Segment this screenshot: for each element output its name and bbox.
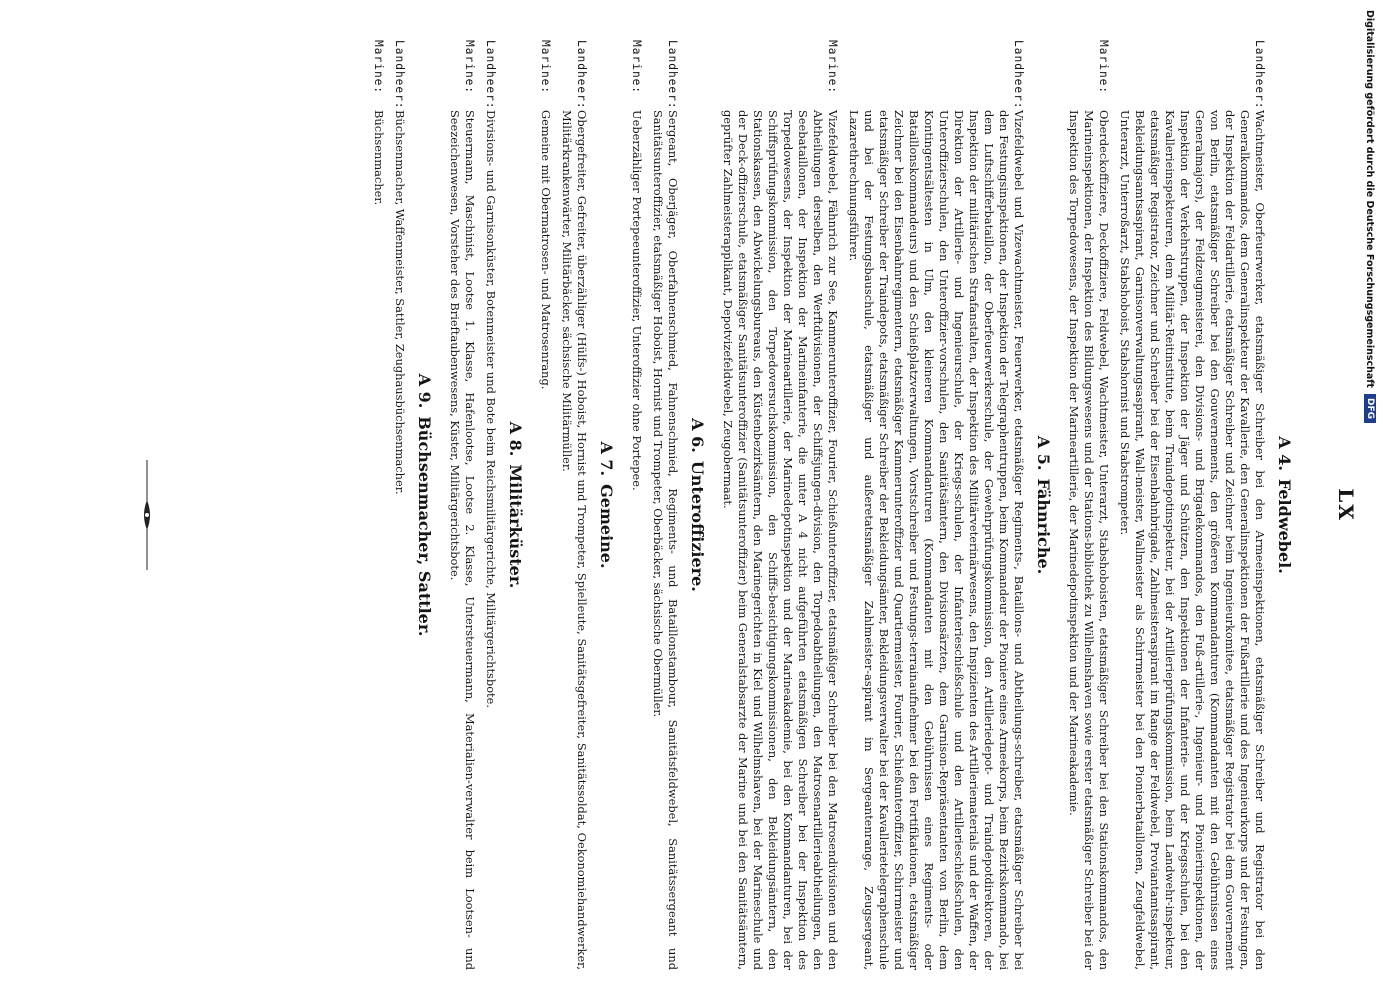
entry-text: Büchsenmacher. [372,110,386,206]
section-title [504,40,526,970]
section-code: A 8. [506,421,525,457]
entry-label: Marine: [372,40,385,95]
section-name: Büchsenmacher, Sattler. [415,416,434,637]
entry-text: Steuermann, Maschinist, Lootse 1. Klasse, Hafenlootse, Lootse 2. Klasse, Untersteuermann, Materialien-verwalter beim Lootsen- und Seezeichenwesen, Vorsteher des Brieftaubenwesens, Küster, Militärgerichtsbote. [448,110,477,970]
entry-label: Landheer: [1253,40,1266,110]
section-title [413,40,435,970]
section-name: Feldwebel. [1275,478,1294,574]
entry-row [846,40,1026,970]
entry-row [447,40,477,970]
entry-row [371,40,386,970]
entry-label: Marine: [539,40,552,95]
sections-container [371,40,1295,970]
section-title [595,40,617,970]
entry-label: Landheer: [484,40,497,110]
entry-label: Landheer: [393,40,406,110]
entry-text: Vizefeldwebel und Vizewachtmeister, Feuerwerker, etatsmäßiger Regiments-, Bataillons- und Abtheilungs-schreiber, etatsmäßiger Schreiber bei den Festungsinspektionen, der Inspektion der Telegraphentruppen, beim Kommandeur der Pioniere eines Armeekorps, beim Bezirkskommando, bei dem Luftschifferbataillon, der Oberfeuerwerkerschule, der Gewehrprüfungskommission, den Artilleriedepot- und Traindepotdirektoren, der Inspektion der militärischen Strafanstalten, der Inspektion des Militärveterinärwesens, den Inspizienten des Artilleriematerials und der Waffen, der Direktion der Artillerie- und Ingenieurschule, der Kriegs-schulen, der Infanterieschießschule und den Artillerieschießschulen, den Unteroffizierschulen, den Unteroffizier-vorschulen, den Sanitätsämtern, den Divisionsärzten, dem Garnison-Repräsentanten von Berlin, dem Kontingentsältesten in Ulm, den kleineren Kommandanturen (Kommandanten mit den Gebührnissen eines Regiments- oder Bataillonskommandeurs) und den Schießplatzverwaltungen, Vorstschreiber und Festungs-terrainaufnehmer bei den Fortifikationen, etatsmäßiger Zeichner bei den Eisenbahnregimentern, etatsmäßiger Kammerunteroffizier und Quartiermeister, Fourier, Schießunteroffizier, Schirrmeister und etatsmäßiger Schreiber der Traindepots, etatsmäßiger Schreiber der Bekleidungsämter, Bekleidungsverwalter bei der Kavallerietelegraphenschule und bei der Festungsbauschule, etatsmäßiger und außeretatsmäßiger Zahlmeister-aspirant im Sergeantenrange, Zeugsergeant, Lazarethrechnungsführer. [847,110,1026,970]
entry-text: Oberdeckoffiziere, Deckoffiziere, Feldwebel, Wachtmeister, Unterarzt, Stabshoboisten, etatsmäßiger Schreiber bei den Stationskommandos, den Marineinspektionen, der Inspektion des Bildungswesens und der Stations-bibliothek zu Wilhelmshaven sowie erster etatsmäßiger Schreiber bei der Inspektion des Torpedowesens, der Inspektion der Marineartillerie, der Marinedepotinspektion und der Marineakademie. [1067,110,1111,970]
entry-text: Obergefreiter, Gefreiter, überzähliger (Hülfs-) Hoboist, Hornist und Trompeter, Spielleute, Sanitätsgefreiter, Sanitätssoldat, Oekonomiehandwerker, Militärkrankenwärter, Militärbäcker, sächsische Militärmüller. [560,110,589,970]
entry-row [538,40,553,970]
entry-label: Marine: [1097,40,1110,95]
sidebar-rotated [1357,0,1383,1000]
dfg-credit-text: Digitalisierung gefördert durch die Deutsche Forschungsgemeinschaft [1364,10,1376,388]
entry-label: Marine: [463,40,476,95]
entry-label: Landheer: [575,40,588,110]
entry-text: Sergeant, Oberjäger, Oberfahnenschmied, Fahnenschmied, Regiments- und Bataillonstambour, Sanitätsfeldwebel, Sanitätssergeant und Sanitätsunteroffizier, etatsmäßiger Hoboist, Hornist und Trompeter, Oberbäcker, sächsische Obermüller. [651,110,680,970]
entry-text: Divisions- und Garnisonküster, Botenmeister und Bote beim Reichsmilitärgerichte, Militärgerichtsbote. [484,110,498,708]
section-name: Gemeine. [597,484,616,569]
ornament-divider [141,460,153,570]
entry-label: Marine: [630,40,643,95]
section-code: A 6. [688,418,707,453]
entry-row [720,40,840,970]
entry-row [629,40,644,970]
section-code: A 7. [597,441,616,477]
entry-text: Gemeine mit Obermatrosen- und Matrosenrang. [539,110,553,390]
page-number: LX [1334,488,1358,522]
dfg-logo: DFG [1364,394,1376,423]
entry-row [1066,40,1111,970]
section-code: A 5. [1034,435,1053,471]
entry-row [559,40,589,970]
entry-text: Vizefeldwebel, Fähnrich zur See, Kammerunteroffizier, Fourier, Schießunteroffizier, etatsmäßiger Schreiber bei den Matrosendivisionen und den Abtheilungen derselben, den Werftdivisionen, der Schiffsjungen-division, den Torpedoabtheilungen, den Matrosenartillerieabtheilungen, den Seebataillonen, der Inspektion der Marineinfanterie, die unter A 4 nicht aufgeführten etatsmäßigen Schreiber bei der Inspektion des Torpedowesens, der Inspektion der Marineartillerie, der Marinedepotinspektion und der Marineakademie, bei den Kommandanturen, bei der Schiffsprüfungskommission, den Torpedoversuchskommission, den Schiffs-besichtigungskommissionen, den Bekleidungsämtern, den Stationskassen, den Abwickelungsbureaus, den Küstenbezirksämtern, den Marinegerichten in Kiel und Wilhelmshaven, bei der Marineschule und der Deck-offizierschule, etatsmäßiger Sanitätsunteroffizier (Sanitätsunteroffizier) beim Generalstabsarzte der Marine und bei den Sanitätsämtern, geprüfter Zahlmeisterapplikant, Depotvizefeldwebel, Zeugobermaat. [721,110,840,970]
section-name: Fähnriche. [1034,478,1053,575]
section-name: Unteroffiziere. [688,460,707,592]
entry-row [483,40,498,970]
section-title [686,40,708,970]
section-code: A 9. [415,373,434,409]
page-body [63,40,1363,970]
section-code: A 4. [1275,436,1294,471]
entry-label: Marine: [826,40,839,95]
section-title [1032,40,1054,970]
entry-text: Ueberzähliger Portepeeunteroffizier, Unteroffizier ohne Portepee. [630,110,644,491]
entry-text: Büchsenmacher, Waffenmeister, Sattler, Zeughausbüchsenmacher. [393,110,407,495]
entry-row [650,40,680,970]
section-title [1273,40,1295,970]
entry-row [392,40,407,970]
entry-label: Landheer: [666,40,679,110]
section-name: Militärküster. [506,464,525,589]
entry-text: Wachtmeister, Oberfeuerwerker, etatsmäßiger Schreiber bei den Armeeinspektionen, etatsmäßiger Schreiber und Registrator bei den Generalkommandos, dem Generalinspekteur der Kavallerie, den Generalinspektionen der Fußartillerie und des Ingenieurkorps und der Festungen, der Inspektion der Feldartillerie, etatsmäßiger Schreiber und Zeichner beim Ingenieurkomitee, etatsmäßiger Registrator bei dem Gouvernement von Berlin, etatsmäßiger Schreiber bei den Gouvernements, den größeren Kommandanturen (Kommandanten mit den Gebührnissen eines Generalmajors), der Feldzeugmeisterei, den Divisions- und Brigadekommandos, den Fuß-artillerie-, Ingenieur- und Pionierinspektionen, der Inspektion der Verkehrstruppen, der Inspektion der Jäger und Schützen, den Inspektionen der Infanterie- und der Kriegsschulen, bei den Kavallerieinspekteuren, dem Militär-Reitinstitute, beim Traindepotinspekteur, bei der Artillerieprüfungskommission, beim Landwehr-inspekteur, etatsmäßiger Registrator, Zeichner und Schreiber bei der Eisenbahnbrigade, Zahlmeisteraspirant im Range der Feldwebel, Proviantamtsaspirant, Bekleidungsamtsaspirant, Garnisonverwaltungsaspirant, Wall-meister, Wallmeister als Schirrmeister bei den Pionierbataillonen, Zeugfeldwebel, Unterarzt, Unterroßarzt, Stabshoboist, Stabshornist und Stabstrompeter. [1118,110,1267,970]
entry-row [1117,40,1267,970]
digitization-sidebar [1357,0,1383,1000]
entry-label: Landheer: [1012,40,1025,110]
